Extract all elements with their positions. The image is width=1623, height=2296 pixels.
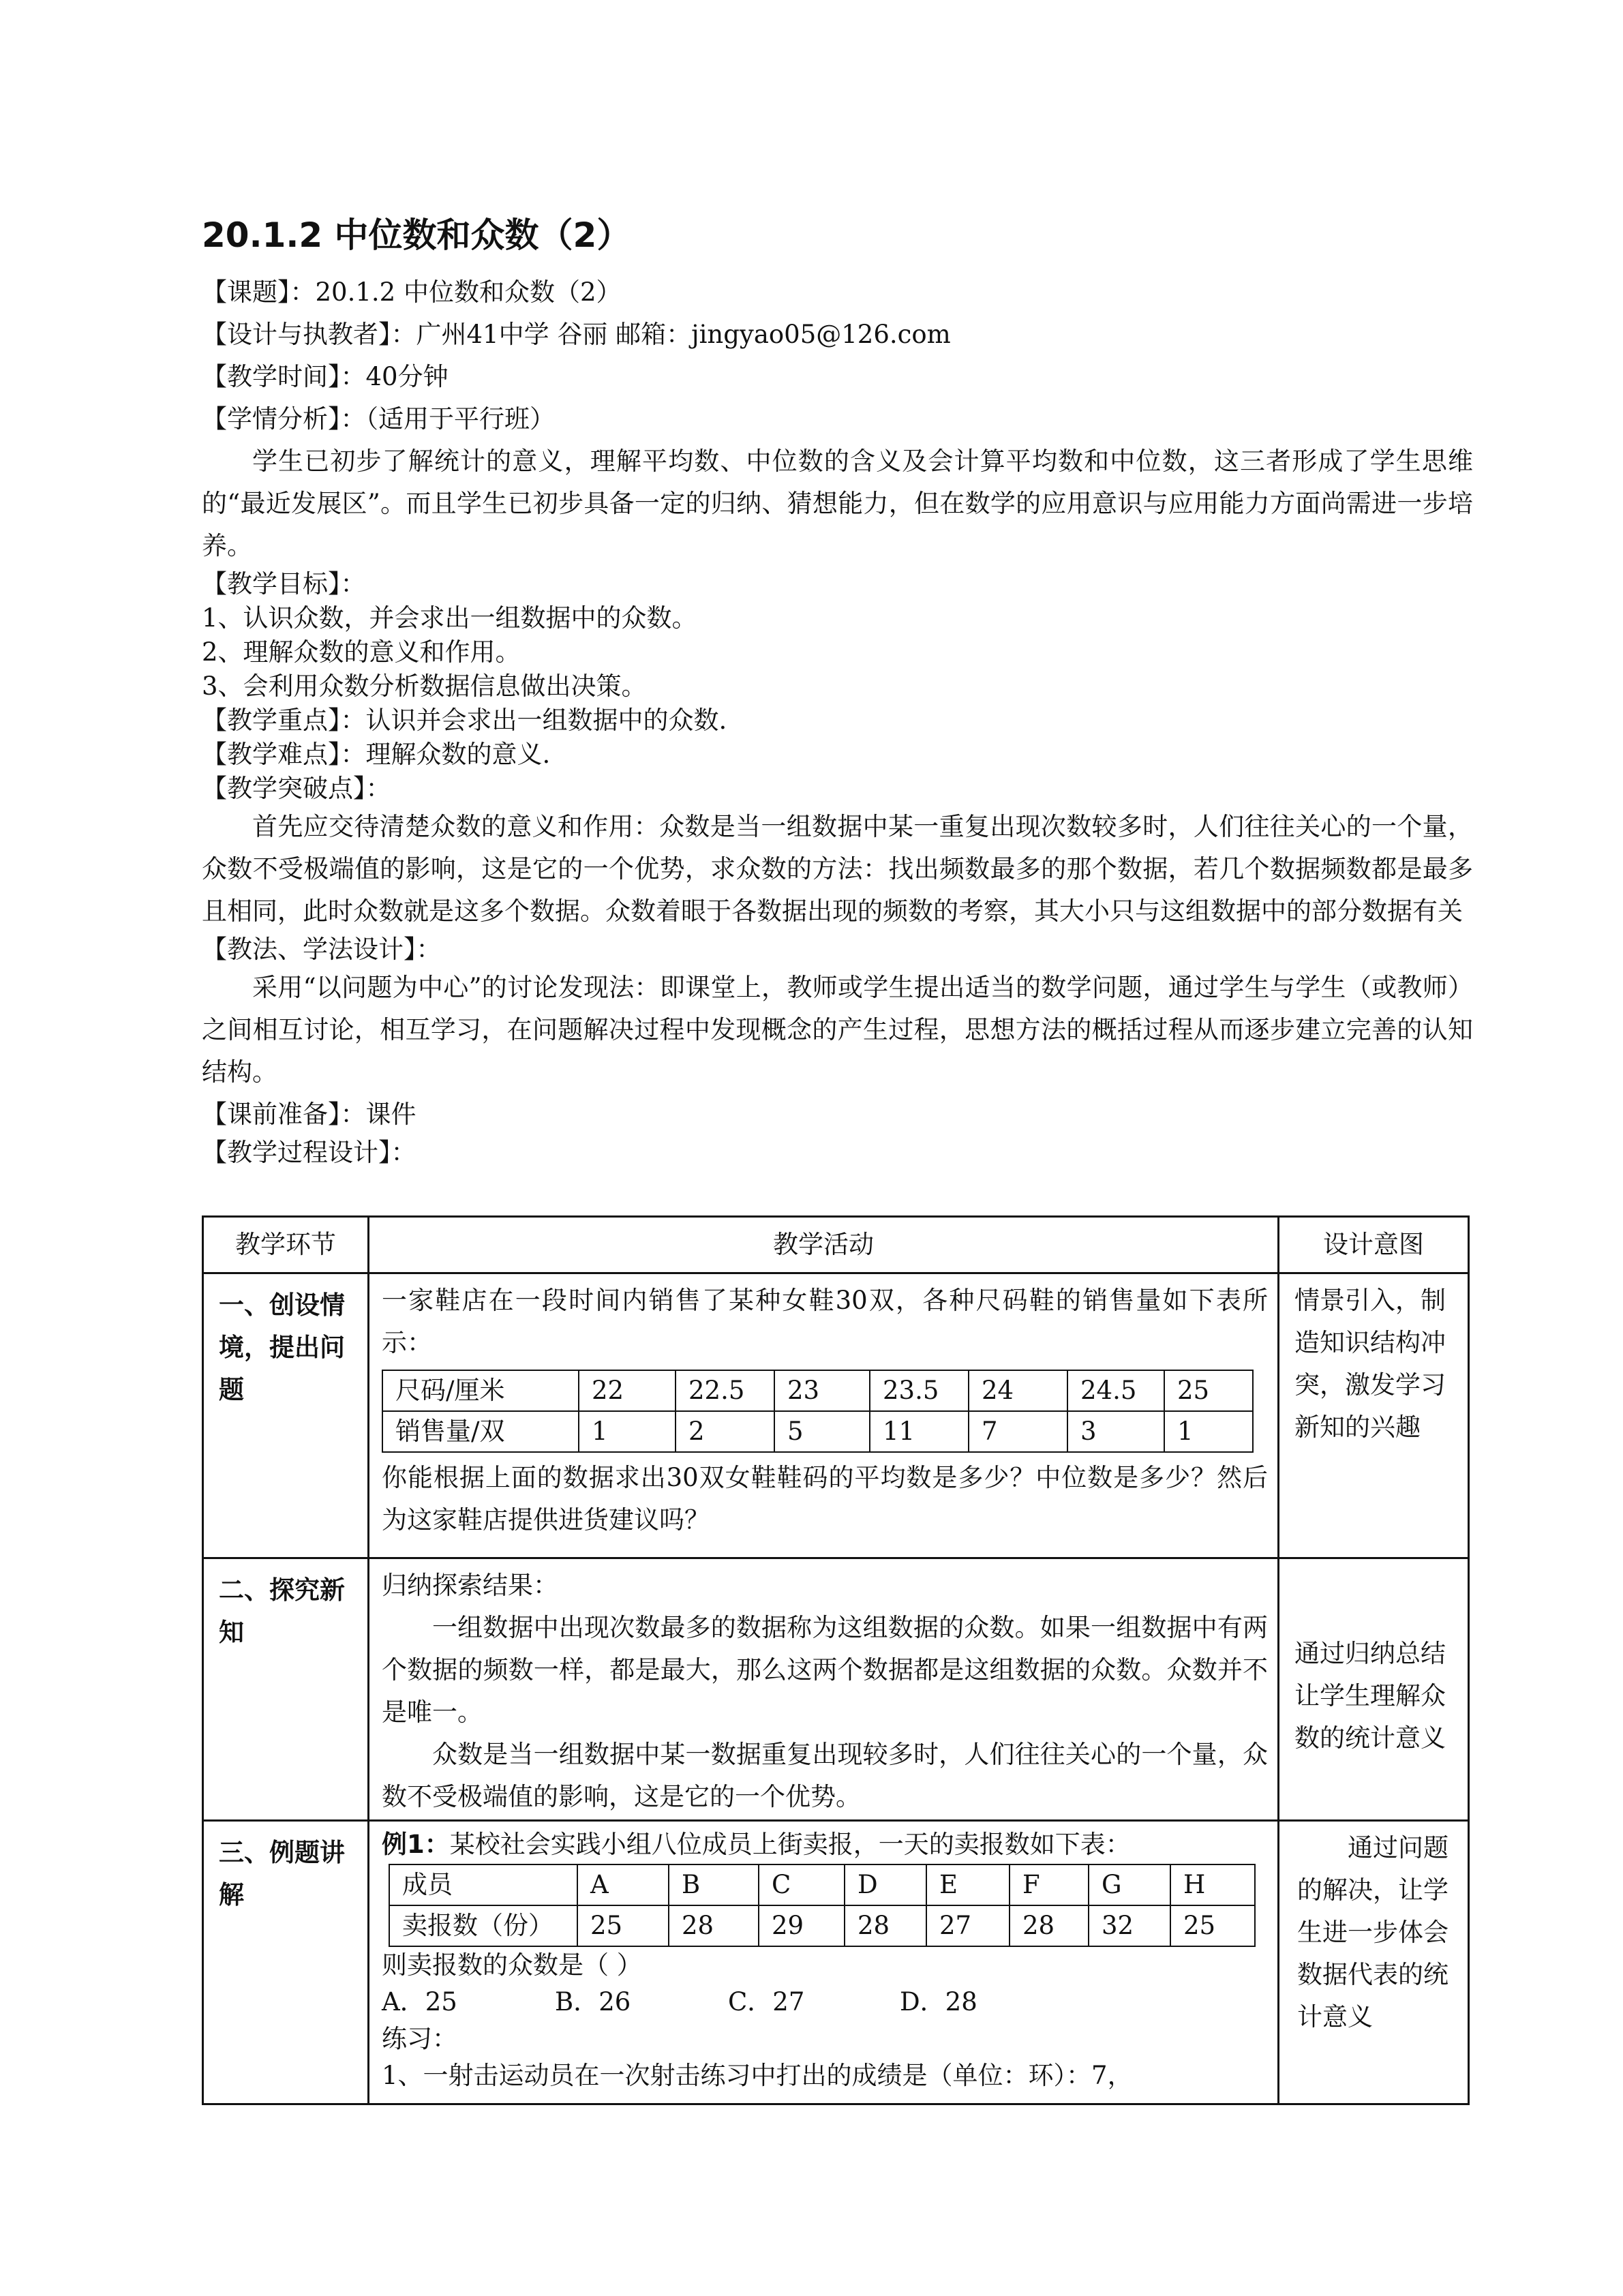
method-text: 采用“以问题为中心”的讨论发现法：即课堂上，教师或学生提出适当的数学问题，通过学生与学生（或教师）之间相互讨论，相互学习，在问题解决过程中发现概念的产生过程，思想方法的概括过程从而逐步建立完善的认知结构。 [202, 973, 1473, 1087]
table-row [203, 1273, 1469, 1558]
activity-cell [369, 1273, 1279, 1558]
example-line [382, 1827, 1268, 1862]
scenario-question: 你能根据上面的数据求出30双女鞋鞋码的平均数是多少？中位数是多少？然后为这家鞋店提供进货建议吗？ [382, 1463, 1268, 1535]
goals-label: 【教学目标】： [202, 569, 366, 599]
intent-cell [1279, 1558, 1469, 1821]
intent-text: 通过问题的解决，让学生进一步体会数据代表的统计意义 [1297, 1833, 1448, 2031]
topic-line: 【课题】：20.1.2 中位数和众数（2） [202, 277, 622, 307]
lesson-header [202, 205, 1473, 1170]
member-cell: H [1170, 1864, 1255, 1905]
shoe-sales-table [382, 1370, 1254, 1453]
breakthrough-text: 首先应交待清楚众数的意义和作用：众数是当一组数据中某一重复出现次数较多时，人们往往关心的一个量，众数不受极端值的影响，这是它的一个优势，求众数的方法：找出频数最多的那个数据，若几个数据频数都是最多且相同，此时众数就是这多个数据。众数着眼于各数据出现的频数的考察，其大小只与这组数据中的部分数据有关 [202, 812, 1473, 926]
sales-cell: 3 [1067, 1411, 1164, 1452]
intent-cell: 情景引入，制造知识结构冲突，激发学习新知的兴趣 [1279, 1273, 1469, 1558]
size-row [382, 1370, 1253, 1411]
size-cell: 25 [1164, 1370, 1253, 1411]
member-cell: B [669, 1864, 759, 1905]
analysis-label: 【学情分析】：（适用于平行班） [202, 404, 555, 434]
key-point-line: 【教学重点】：认识并会求出一组数据中的众数. [202, 706, 727, 735]
size-cell: 24 [969, 1370, 1067, 1411]
activity-cell [369, 1821, 1279, 2104]
intent-text: 通过归纳总结让学生理解众数的统计意义 [1294, 1639, 1446, 1753]
header-intent: 设计意图 [1279, 1217, 1469, 1273]
sales-cell: 2 [676, 1411, 774, 1452]
analysis-text: 学生已初步了解统计的意义，理解平均数、中位数的含义及会计算平均数和中位数，这三者形成了学生思维的“最近发展区”。而且学生已初步具备一定的归纳、猜想能力，但在数学的应用意识与应用能力方面尚需进一步培养。 [202, 447, 1473, 560]
size-cell: 22 [579, 1370, 676, 1411]
method-label: 【教法、学法设计】： [202, 935, 442, 964]
activity-cell [369, 1558, 1279, 1821]
count-cell: 28 [669, 1905, 759, 1946]
stage-cell: 二、探究新知 [203, 1558, 369, 1821]
member-cell: E [926, 1864, 1010, 1905]
count-cell: 25 [577, 1905, 669, 1946]
count-cell: 32 [1089, 1905, 1170, 1946]
breakthrough-label: 【教学突破点】： [202, 774, 391, 803]
member-cell: C [759, 1864, 845, 1905]
difficulty-line: 【教学难点】：理解众数的意义. [202, 740, 551, 769]
sales-cell: 7 [969, 1411, 1067, 1452]
choice-d: D．28 [900, 1987, 977, 2016]
example-question: 则卖报数的众数是（ ） [382, 1950, 642, 1980]
member-row [389, 1864, 1255, 1905]
mode-definition: 一组数据中出现次数最多的数据称为这组数据的众数。如果一组数据中有两个数据的频数一样，都是最大，那么这两个数据都是这组数据的众数。众数并不是唯一。 [382, 1613, 1268, 1727]
size-label: 尺码/厘米 [382, 1370, 579, 1411]
member-label: 成员 [389, 1864, 577, 1905]
practice-item: 1、一射击运动员在一次射击练习中打出的成绩是（单位：环）：7， [382, 2061, 1133, 2090]
time-line: 【教学时间】：40分钟 [202, 362, 449, 391]
sales-label: 销售量/双 [382, 1411, 579, 1452]
size-cell: 24.5 [1067, 1370, 1164, 1411]
table-row [203, 1821, 1469, 2104]
size-cell: 23 [774, 1370, 870, 1411]
designer-line: 【设计与执教者】：广州41中学 谷丽 邮箱：jingyao05@126.com [202, 320, 951, 349]
count-row [389, 1905, 1255, 1946]
example-text: 某校社会实践小组八位成员上街卖报，一天的卖报数如下表： [449, 1830, 1131, 1859]
prep-line: 【课前准备】：课件 [202, 1100, 416, 1129]
answer-choices [382, 1984, 1268, 2021]
table-row [203, 1558, 1469, 1821]
sales-row [382, 1411, 1253, 1452]
choice-a: A．25 [382, 1987, 457, 2016]
stage-cell: 三、例题讲解 [203, 1821, 369, 2104]
choice-b: B．26 [555, 1987, 631, 2016]
intent-cell [1279, 1821, 1469, 2104]
example-label: 例1： [382, 1830, 450, 1859]
mode-meaning: 众数是当一组数据中某一数据重复出现较多时，人们往往关心的一个量，众数不受极端值的影响，这是它的一个优势。 [382, 1740, 1268, 1811]
count-cell: 28 [845, 1905, 926, 1946]
sales-cell: 1 [1164, 1411, 1253, 1452]
count-cell: 27 [926, 1905, 1010, 1946]
count-cell: 29 [759, 1905, 845, 1946]
header-activity: 教学活动 [369, 1217, 1279, 1273]
member-cell: D [845, 1864, 926, 1905]
member-cell: F [1010, 1864, 1089, 1905]
summary-label: 归纳探索结果： [382, 1571, 558, 1600]
page-title: 20.1.2 中位数和众数（2） [202, 215, 631, 255]
size-cell: 22.5 [676, 1370, 774, 1411]
member-cell: A [577, 1864, 669, 1905]
member-cell: G [1089, 1864, 1170, 1905]
choice-c: C．27 [728, 1987, 805, 2016]
newspaper-table [389, 1864, 1256, 1947]
goal-item: 3、会利用众数分析数据信息做出决策。 [202, 671, 647, 701]
count-cell: 25 [1170, 1905, 1255, 1946]
stage-cell: 一、创设情境，提出问题 [203, 1273, 369, 1558]
count-label: 卖报数（份） [389, 1905, 577, 1946]
goal-item: 1、认识众数，并会求出一组数据中的众数。 [202, 603, 697, 633]
sales-cell: 1 [579, 1411, 676, 1452]
sales-cell: 11 [870, 1411, 969, 1452]
header-stage: 教学环节 [203, 1217, 369, 1273]
process-label: 【教学过程设计】： [202, 1138, 416, 1167]
scenario-text: 一家鞋店在一段时间内销售了某种女鞋30双，各种尺码鞋的销售量如下表所示： [382, 1286, 1268, 1357]
goal-item: 2、理解众数的意义和作用。 [202, 637, 521, 667]
sales-cell: 5 [774, 1411, 870, 1452]
table-header-row [203, 1217, 1469, 1273]
count-cell: 28 [1010, 1905, 1089, 1946]
lesson-process-table [202, 1215, 1470, 2105]
size-cell: 23.5 [870, 1370, 969, 1411]
practice-label: 练习： [382, 2024, 457, 2053]
